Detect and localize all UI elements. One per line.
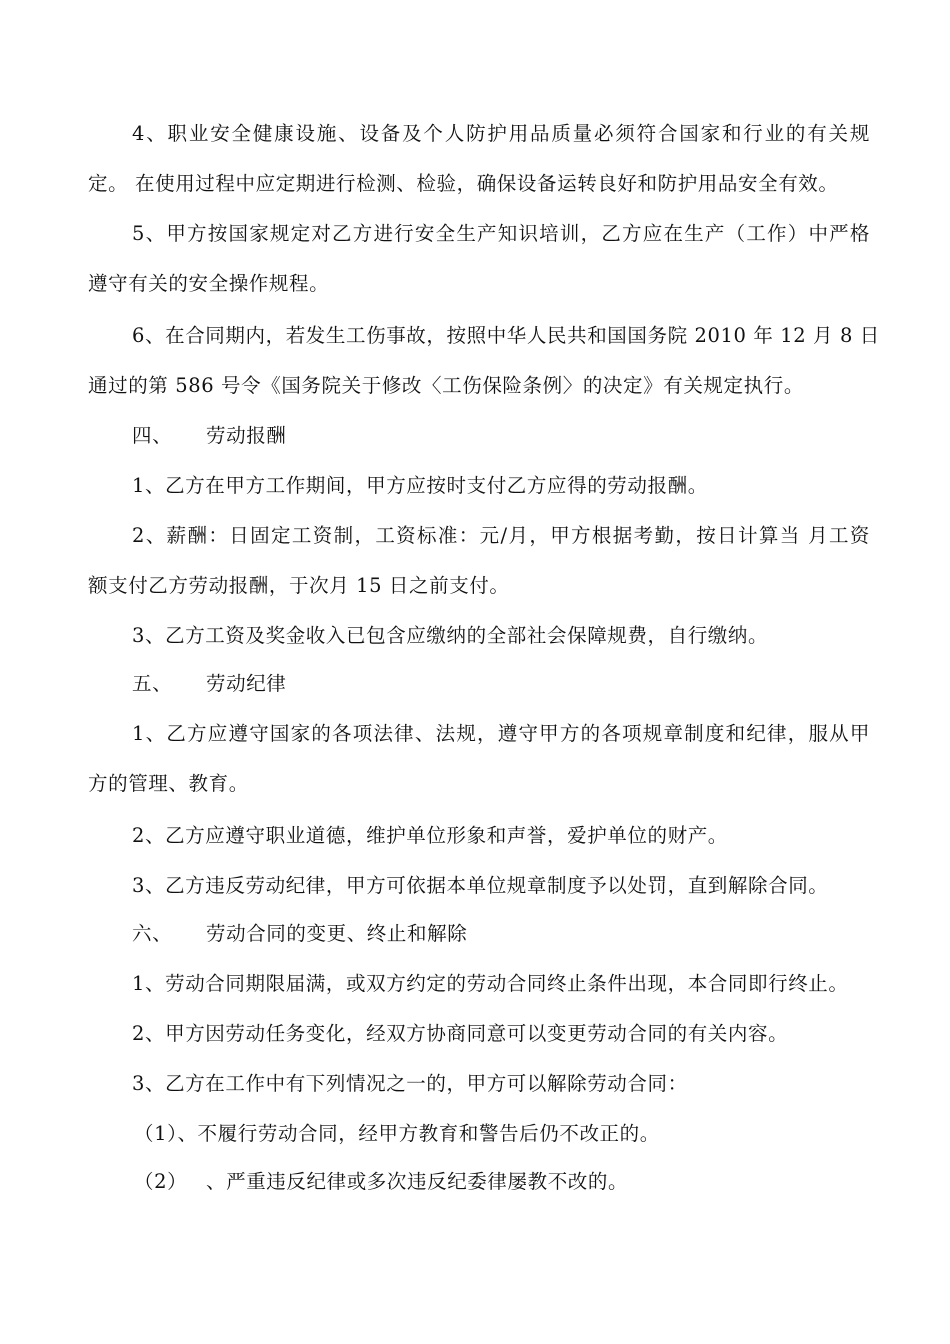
section-title: 劳动纪律 — [206, 672, 287, 695]
paragraph-line: 3、乙方工资及奖金收入已包含应缴纳的全部社会保障规费，自行缴纳。 — [132, 624, 769, 647]
section-number: 四、 — [132, 424, 173, 447]
sub-item-number: （2） — [134, 1170, 188, 1193]
section-number: 五、 — [132, 672, 173, 695]
section-title: 劳动报酬 — [206, 424, 287, 447]
section-number: 六、 — [132, 922, 173, 945]
paragraph-line: 通过的第 586 号令《国务院关于修改〈工伤保险条例〉的决定》有关规定执行。 — [88, 374, 804, 397]
paragraph-line: （1）、不履行劳动合同，经甲方教育和警告后仍不改正的。 — [134, 1122, 660, 1145]
paragraph-line: 5、甲方按国家规定对乙方进行安全生产知识培训，乙方应在生产（工作）中严格 — [132, 222, 870, 245]
paragraph-line: 定。 在使用过程中应定期进行检测、检验，确保设备运转良好和防护用品安全有效。 — [88, 172, 839, 195]
paragraph-line: 额支付乙方劳动报酬，于次月 15 日之前支付。 — [88, 574, 510, 597]
paragraph-line: 6、在合同期内，若发生工伤事故，按照中华人民共和国国务院 2010 年 12 月 8 日 — [132, 324, 880, 347]
sub-item-text: 、严重违反纪律或多次违反纪委律屡教不改的。 — [206, 1170, 629, 1193]
paragraph-line: 2、薪酬：日固定工资制，工资标准：元/月，甲方根据考勤，按日计算当 月工资 — [132, 524, 870, 547]
paragraph-line: 1、乙方应遵守国家的各项法律、法规，遵守甲方的各项规章制度和纪律，服从甲 — [132, 722, 870, 745]
section-title: 劳动合同的变更、终止和解除 — [206, 922, 468, 945]
paragraph-line: 遵守有关的安全操作规程。 — [88, 272, 330, 295]
paragraph-line: 3、乙方违反劳动纪律，甲方可依据本单位规章制度予以处罚，直到解除合同。 — [132, 874, 829, 897]
paragraph-line: 2、乙方应遵守职业道德，维护单位形象和声誉，爱护单位的财产。 — [132, 824, 728, 847]
paragraph-line: 1、乙方在甲方工作期间，甲方应按时支付乙方应得的劳动报酬。 — [132, 474, 708, 497]
paragraph-line: 3、乙方在工作中有下列情况之一的，甲方可以解除劳动合同： — [132, 1072, 688, 1095]
paragraph-line: 方的管理、教育。 — [88, 772, 249, 795]
paragraph-line: 4、职业安全健康设施、设备及个人防护用品质量必须符合国家和行业的有关规 — [132, 122, 870, 145]
paragraph-line: 2、甲方因劳动任务变化，经双方协商同意可以变更劳动合同的有关内容。 — [132, 1022, 789, 1045]
paragraph-line: 1、劳动合同期限届满，或双方约定的劳动合同终止条件出现，本合同即行终止。 — [132, 972, 849, 995]
